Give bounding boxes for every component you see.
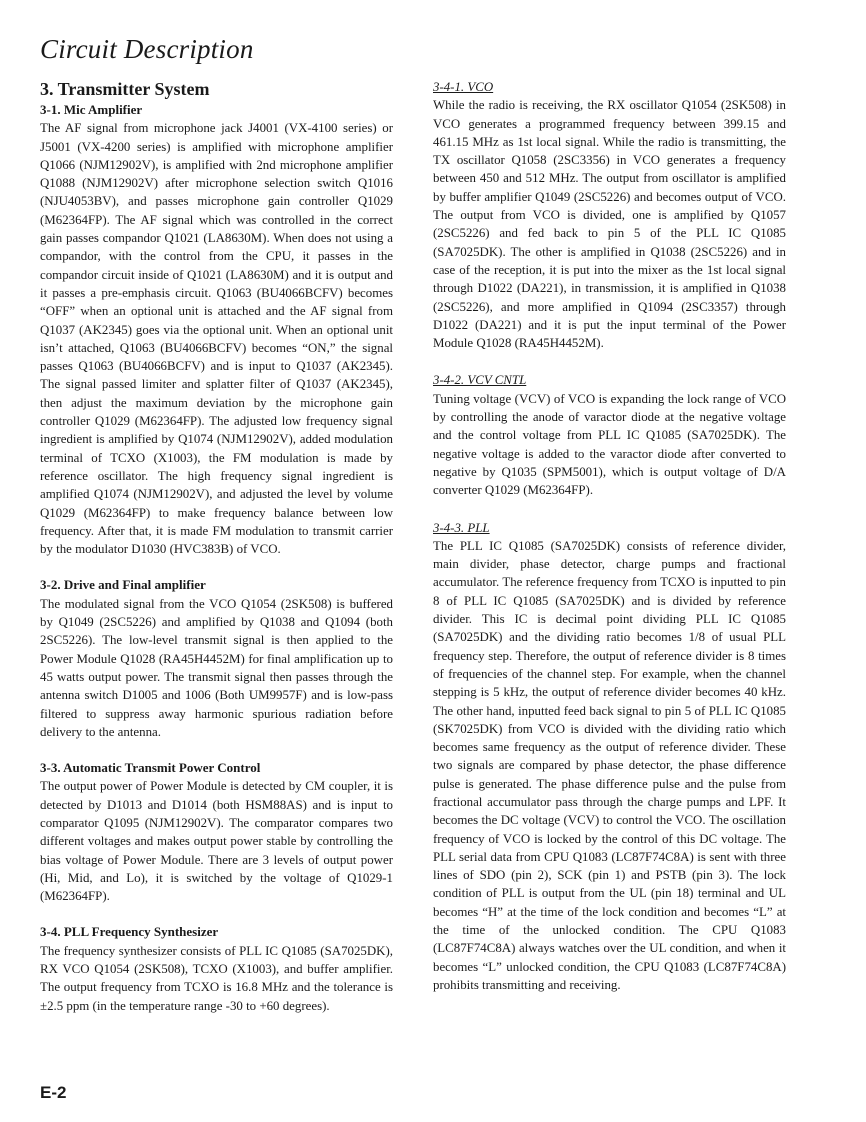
heading-power-control: 3-3. Automatic Transmit Power Control	[40, 760, 261, 776]
paragraph-pll: The PLL IC Q1085 (SA7025DK) consists of reference divider, main divider, phase detector, charge pumps and fractional accumulator. The reference frequency from TCXO is inputted to pin 8 of PLL IC Q1085 (SA7025DK) and is divided by reference divider. This IC is decimal point dividing PLL IC Q1085 (SA7025DK) and the dividing ratio becomes 1/8 of usual PLL frequency step. Therefore, the output of reference divider is 8 times of frequencies of the channel step. For example, when the channel stepping is 5 kHz, the output of reference divider becomes 40 kHz. The other hand, inputted feed back signal to pin 5 of PLL IC Q1085 (SK7025DK) from VCO is divided with the dividing ratio which becomes same frequency as the output of reference divider. These two signals are compared by phase detector, the phase difference pulse is generated. The phase difference pulse and the pulse from fractional accumulator pass through the charge pumps and LPF. It becomes the DC voltage (VCV) to control the VCO. The oscillation frequency of VCO is locked by the control of this DC voltage. The PLL serial data from CPU Q1083 (LC87F74C8A) is sent with three lines of SDO (pin 2), SCK (pin 1) and PSTB (pin 3). The lock condition of PLL is output from the UL (pin 18) terminal and UL becomes “H” at the time of the lock condition and becomes “L” at the time of the unlocked condition. The CPU Q1083 (LC87F74C8A) always watches over the UL condition, and when it becomes “L” unlocked condition, the CPU Q1083 (LC87F74C8A) prohibits transmitting and receiving.	[433, 538, 786, 992]
paragraph-mic-amplifier: The AF signal from microphone jack J4001 (VX-4100 series) or J5001 (VX-4200 series) is amplified with microphone amplifier Q1066 (NJM12902V), is amplified with 2nd microphone amplifier Q1088 (NJM12902V) after microphone selection switch Q1016 (NJU4053BV), and passes microphone gain controller Q1029 (M62364FP). The AF signal which was controlled in the correct gain passes compandor Q1021 (LA8630M). When does not using a compandor, with the control from the CPU, it passes in the compandor circuit inside of Q1021 (LA8630M) and it is output and it passes a pre-emphasis circuit. Q1063 (BU4066BCFV) becomes “OFF” when an optional unit is attached and the AF signal from Q1037 (AK2345) goes via the optional unit. When an optional unit isn’t attached, Q1063 (BU4066BCFV) becomes “ON,” the signal passes Q1063 (BU4066BCFV) and is input to Q1037 (AK2345). The signal passed limiter and splatter filter of Q1037 (AK2345), then adjust the maximum deviation by the microphone gain controller Q1029 (M62364FP). The adjusted low frequency signal ingredient is amplified by Q1074 (NJM12902V), added modulation terminal of TCXO (X1003), the FM modulation is made by reference oscillator. The high frequency signal ingredient is amplified Q1074 (NJM12902V), and adjusted the level by volume Q1029 (M62364FP) to make frequency balance between low frequency. After that, it is made FM modulation to transmit carrier by the modulator D1030 (HVC383B) of VCO.	[40, 121, 393, 557]
section-title: 3. Transmitter System	[40, 79, 210, 99]
right-column	[433, 78, 786, 994]
heading-mic-amplifier: 3-1. Mic Amplifier	[40, 102, 143, 117]
paragraph-vcv-cntl: Tuning voltage (VCV) of VCO is expanding the lock range of VCO by controlling the anode of varactor diode at the negative voltage and the control voltage from PLL IC Q1085 (SA7025DK). The negative voltage is added to the varactor diode after converted to negative by Q1035 (SPM5001), which is output voltage of D/A converter Q1029 (M62364FP).	[433, 391, 786, 498]
heading-drive-final-amplifier: 3-2. Drive and Final amplifier	[40, 577, 206, 593]
left-column	[40, 78, 393, 1015]
paragraph-power-control: The output power of Power Module is detected by CM coupler, it is detected by D1013 and D1014 (both HSM88AS) and is input to comparator Q1095 (NJM12902V). The comparator compares two different voltages and makes output power stable by controlling the bias voltage of Power Module. There are 3 levels of output power (Hi, Mid, and Lo), it is switched by the voltage of Q1029-1 (M62364FP).	[40, 779, 393, 904]
page-title: Circuit Description	[40, 34, 254, 64]
paragraph-pll-synthesizer: The frequency synthesizer consists of PLL IC Q1085 (SA7025DK), RX VCO Q1054 (2SK508), TCXO (X1003), and buffer amplifier. The output frequency from TCXO is 16.8 MHz and the tolerance is ±2.5 ppm (in the temperature range -30 to +60 degrees).	[40, 943, 393, 1013]
page-number: E-2	[40, 1083, 67, 1102]
heading-pll-synthesizer: 3-4. PLL Frequency Synthesizer	[40, 924, 219, 940]
paragraph-drive-final-amplifier: The modulated signal from the VCO Q1054 (2SK508) is buffered by Q1049 (2SC5226) and amplified by Q1038 and Q1094 (both 2SC5226). The low-level transmit signal is then applied to the Power Module Q1028 (RA45H4452M) for final amplification up to 45 watts output power. The transmit signal then passes through the antenna switch D1005 and 1006 (Both UM9957F) and is low-pass filtered to suppress away harmonic spurious radiation before delivery to the antenna.	[40, 596, 393, 739]
paragraph-vco: While the radio is receiving, the RX oscillator Q1054 (2SK508) in VCO generates a programmed frequency between 399.15 and 461.15 MHz as 1st local signal. While the radio is transmitting, the TX oscillator Q1058 (2SC3356) in VCO generates a frequency between 450 and 512 MHz. The output from oscillator is amplified by buffer amplifier Q1049 (2SC5226) and becomes output of VCO. The output from VCO is divided, one is amplified by Q1057 (2SC5226) and fed back to pin 5 of the PLL IC Q1085 (SA7025DK). The other is amplified in Q1038 (2SC5226) and in case of the reception, it is put into the mixer as the 1st local signal through D1022 (DA221), in transmission, it is amplified in Q1038 (2SC5226), and more amplified in Q1094 (2SC3357) through D1022 (DA221) and it is put the input terminal of the Power Module Q1028 (RA45H4452M).	[433, 98, 786, 351]
heading-vcv-cntl: 3-4-2. VCV CNTL	[433, 373, 527, 388]
heading-vco: 3-4-1. VCO	[433, 80, 494, 94]
heading-pll: 3-4-3. PLL	[433, 520, 490, 535]
